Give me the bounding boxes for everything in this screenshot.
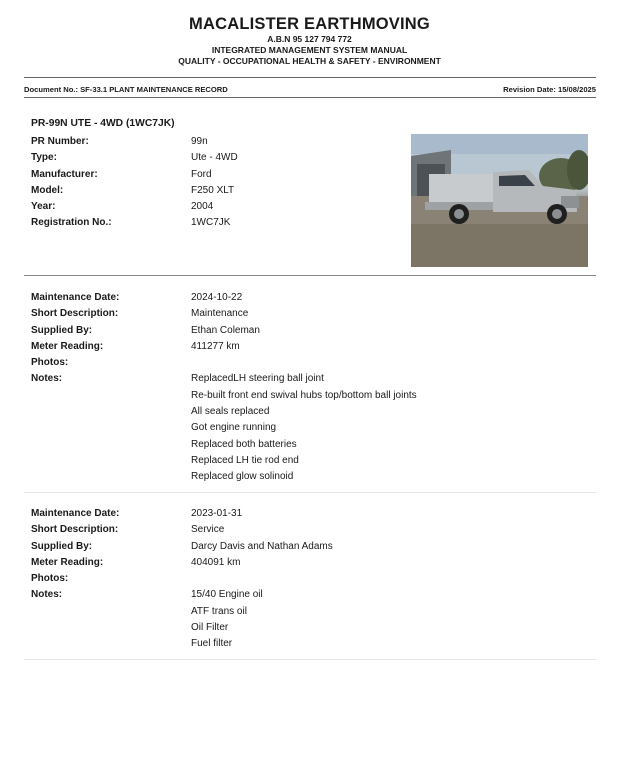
field-value: 404091 km [191, 556, 241, 568]
field-label: Maintenance Date: [31, 508, 120, 519]
field-label: Meter Reading: [31, 340, 104, 352]
record-field [31, 506, 333, 522]
field-value: F250 XLT [191, 184, 235, 196]
record-note-line [31, 453, 417, 469]
document-info-bar [24, 82, 596, 96]
field-value: Re-built front end swival hubs top/bottom ball joints [191, 389, 417, 401]
record-field [31, 555, 333, 571]
manual-title: INTEGRATED MANAGEMENT SYSTEM MANUAL [211, 45, 408, 55]
maintenance-record [31, 290, 417, 486]
record-field [31, 339, 417, 355]
field-label: Year: [31, 201, 56, 213]
record-note-line [31, 388, 417, 404]
field-value: 99n [191, 136, 208, 147]
field-value: Maintenance [191, 308, 249, 320]
document-header [0, 14, 619, 67]
field-label [31, 453, 191, 469]
field-label [31, 420, 191, 436]
field-label [31, 604, 191, 620]
record-field [31, 323, 417, 339]
revision-date: Revision Date: 15/08/2025 [503, 84, 596, 94]
record-field [31, 587, 333, 603]
field-value: 1WC7JK [191, 217, 231, 229]
field-label [31, 437, 191, 453]
field-value: Oil Filter [191, 622, 229, 634]
record-field [31, 306, 417, 322]
field-label [31, 404, 191, 420]
record-field [31, 355, 417, 371]
field-label: Photos: [31, 573, 69, 585]
record-note-line [31, 604, 333, 620]
header-divider-bottom [24, 97, 596, 98]
record-field [31, 290, 417, 306]
field-value: Darcy Davis and Nathan Adams [191, 540, 333, 552]
field-label: PR Number: [31, 136, 89, 147]
record-divider [24, 492, 596, 493]
record-note-line [31, 420, 417, 436]
field-value: 15/40 Engine oil [191, 589, 263, 601]
plant-field-manufacturer [31, 167, 238, 183]
vehicle-photo [411, 134, 588, 267]
field-value: Replaced LH tie rod end [191, 454, 299, 466]
field-label [31, 469, 191, 485]
abn-line: A.B.N 95 127 794 772 [267, 34, 352, 44]
record-note-line [31, 437, 417, 453]
plant-title: PR-99N UTE - 4WD (1WC7JK) [31, 118, 175, 129]
record-field [31, 539, 333, 555]
record-field [31, 522, 333, 538]
record-note-line [31, 620, 333, 636]
document-number: Document No.: SF-33.1 PLANT MAINTENANCE RECORD [24, 84, 228, 94]
field-value: Replaced both batteries [191, 438, 297, 450]
field-label: Type: [31, 152, 57, 164]
field-value: Got engine running [191, 422, 277, 434]
plant-section-divider [24, 275, 596, 276]
field-label: Short Description: [31, 524, 119, 536]
field-value: 2023-01-31 [191, 508, 243, 519]
field-label: Notes: [31, 589, 63, 601]
record-note-line [31, 469, 417, 485]
field-value: ATF trans oil [191, 605, 247, 617]
record-divider [24, 659, 596, 660]
field-label: Registration No.: [31, 217, 112, 229]
plant-field-registration [31, 215, 238, 231]
field-value: Ford [191, 168, 212, 180]
header-divider-top [24, 77, 596, 78]
field-label [31, 620, 191, 636]
field-label: Supplied By: [31, 324, 93, 336]
field-label [31, 388, 191, 404]
field-label: Model: [31, 184, 64, 196]
field-value: 411277 km [191, 340, 240, 352]
field-value: Replaced glow solinoid [191, 471, 294, 483]
field-value: 2004 [191, 201, 214, 213]
plant-field-type [31, 150, 238, 166]
record-note-line [31, 636, 333, 652]
maintenance-record [31, 506, 333, 653]
field-label: Manufacturer: [31, 168, 98, 180]
field-label: Meter Reading: [31, 556, 104, 568]
field-label [31, 636, 191, 652]
field-label: Notes: [31, 373, 63, 385]
plant-field-model [31, 183, 238, 199]
field-label: Photos: [31, 357, 69, 369]
field-value: Ute - 4WD [191, 152, 238, 164]
field-value: All seals replaced [191, 406, 270, 418]
field-value: Ethan Coleman [191, 324, 260, 336]
plant-field-pr-number [31, 134, 238, 150]
plant-field-year [31, 199, 238, 215]
field-label: Short Description: [31, 308, 119, 320]
field-label: Supplied By: [31, 540, 93, 552]
record-note-line [31, 404, 417, 420]
plant-details [31, 134, 238, 232]
field-label: Maintenance Date: [31, 292, 120, 303]
record-field [31, 571, 333, 587]
record-field [31, 371, 417, 387]
field-value: Service [191, 524, 225, 536]
company-name: MACALISTER EARTHMOVING [189, 15, 430, 33]
field-value: Fuel filter [191, 638, 233, 650]
field-value: ReplacedLH steering ball joint [191, 373, 324, 385]
field-value: 2024-10-22 [191, 292, 243, 303]
manual-scope: QUALITY - OCCUPATIONAL HEALTH & SAFETY - ENVIRONMENT [178, 56, 441, 66]
